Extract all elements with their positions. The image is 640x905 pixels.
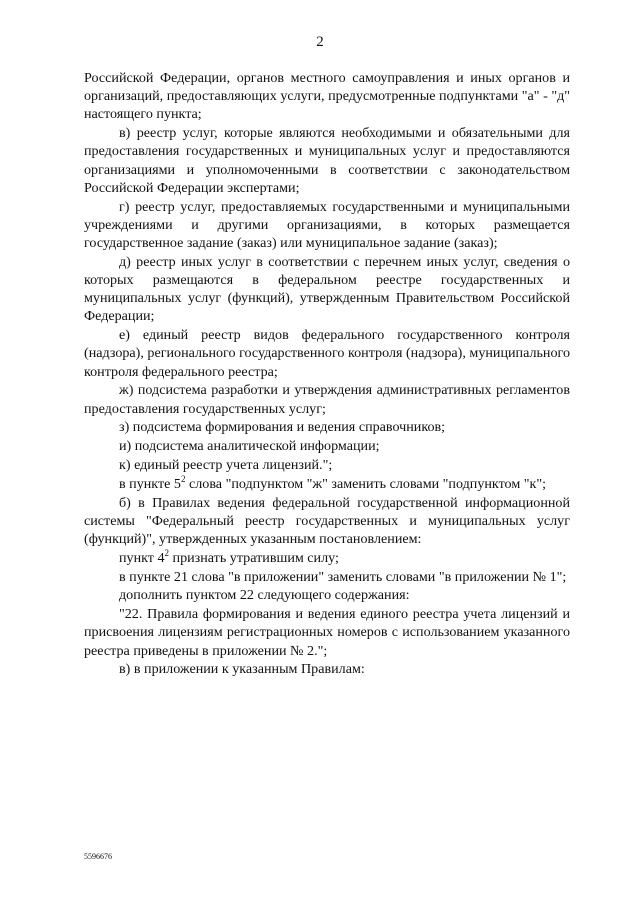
document-body (84, 69, 570, 679)
paragraph (84, 549, 570, 567)
paragraph: д) реестр иных услуг в соответствии с перечнем иных услуг, сведения о которых размещаются в федеральном реестре государственных и муниципальных услуг (функций), утвержденным Правительством Российской Федерации; (84, 253, 570, 325)
superscript: 2 (164, 547, 170, 558)
paragraph (84, 475, 570, 493)
paragraph: дополнить пунктом 22 следующего содержания: (119, 587, 410, 604)
paragraph: в) в приложении к указанным Правилам: (119, 661, 365, 678)
superscript: 2 (180, 473, 186, 484)
paragraph: б) в Правилах ведения федеральной государственной информационной системы "Федеральный реестр государственных и муниципальных услуг (функций)", утвержденных указанным постановлением: (84, 494, 570, 548)
paragraph: "22. Правила формирования и ведения единого реестра учета лицензий и присвоения лицензиям регистрационных номеров с использованием указанного реестра приведены в приложении № 2."; (84, 606, 570, 659)
paragraph-text: в пункте 5 (119, 475, 181, 492)
paragraph-text: пункт 4 (119, 549, 165, 566)
paragraph: в) реестр услуг, которые являются необходимыми и обязательными для предоставления государственных и муниципальных услуг и предоставляются организациями и уполномоченными в соответствии с законодательством Российской Федерации экспертами; (84, 125, 570, 196)
paragraph: з) подсистема формирования и ведения справочников; (119, 419, 446, 436)
document-code: 5596676 (84, 852, 112, 861)
paragraph: в пункте 21 слова "в приложении" заменить словами "в приложении № 1"; (119, 568, 567, 585)
paragraph: Российской Федерации, органов местного самоуправления и иных органов и организаций, предоставляющих услуги, предусмотренные подпунктами "а" - "д" настоящего пункта; (84, 70, 570, 123)
paragraph: и) подсистема аналитической информации; (119, 438, 380, 455)
paragraph-text: слова "подпунктом "ж" заменить словами "подпунктом "к"; (185, 475, 547, 492)
paragraph: ж) подсистема разработки и утверждения административных регламентов предоставления государственных услуг; (84, 382, 570, 417)
paragraph: г) реестр услуг, предоставляемых государственными и муниципальными учреждениями и другими организациями, в которых размещается государственное задание (заказ) или муниципальное задание (заказ); (84, 198, 570, 252)
paragraph: к) единый реестр учета лицензий."; (119, 457, 333, 474)
paragraph: е) единый реестр видов федерального государственного контроля (надзора), регионального государственного контроля (надзора), муниципального контроля федерального реестра; (84, 327, 570, 380)
page-number: 2 (316, 34, 324, 50)
paragraph-text: признать утратившим силу; (169, 549, 339, 566)
